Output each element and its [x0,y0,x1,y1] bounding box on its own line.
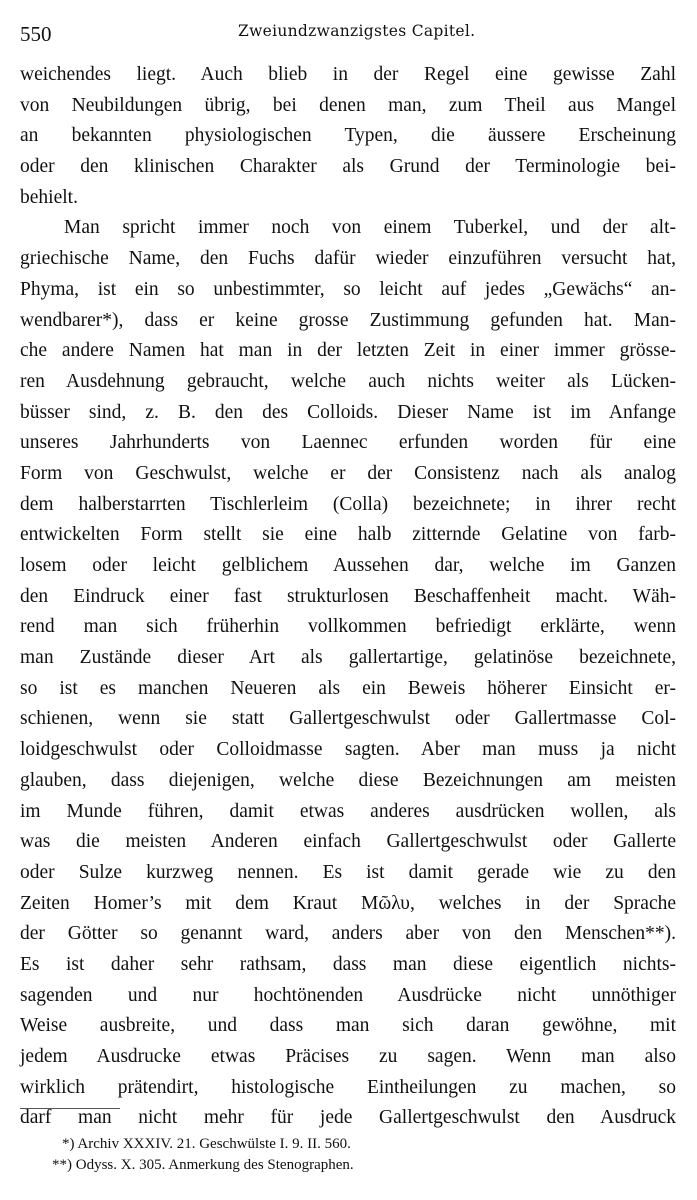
text-line: ren Ausdehnung gebraucht, welche auch nichts weiter als Lücken- [20,370,676,392]
text-line: sagenden und nur hochtönenden Ausdrücke nicht unnöthiger [20,984,676,1006]
text-line: Phyma, ist ein so unbestimmter, so leicht auf jedes „Gewächs“ an- [20,278,676,300]
text-line: rend man sich früherhin vollkommen befriedigt erklärte, wenn [20,616,676,638]
text-line: dem halberstarrten Tischlerleim (Colla) bezeichnete; in ihrer recht [20,493,676,515]
page-header [20,18,680,48]
text-line: im Munde führen, damit etwas anderes ausdrücken wollen, als [20,800,676,822]
text-line: was die meisten Anderen einfach Gallertgeschwulst oder Gallerte [20,831,676,853]
text-line: schienen, wenn sie statt Gallertgeschwulst oder Gallertmasse Col- [20,708,676,730]
text-line: loidgeschwulst oder Colloidmasse sagten. Aber man muss ja nicht [20,739,676,761]
text-line: unseres Jahrhunderts von Laennec erfunden worden für eine [20,432,676,454]
running-title: Zweiundzwanzigstes Capitel. [238,22,476,40]
footnotes [20,1134,676,1176]
footnote-divider [20,1108,120,1109]
body-text [20,60,676,1134]
footnote: *) Archiv XXXIV. 21. Geschwülste I. 9. II. 560. [62,1136,351,1152]
text-line: oder Sulze kurzweg nennen. Es ist damit gerade wie zu den [20,861,676,883]
text-line: Man spricht immer noch von einem Tuberkel, und der alt- [64,217,676,239]
text-line: Form von Geschwulst, welche er der Consistenz nach als analog [20,462,676,484]
text-line: entwickelten Form stellt sie eine halb zitternde Gelatine von farb- [20,524,676,546]
text-line: der Götter so genannt ward, anders aber von den Menschen**). [20,923,676,945]
text-line: behielt. [20,186,78,208]
footnote: **) Odyss. X. 305. Anmerkung des Stenographen. [52,1157,354,1173]
text-line: darf man nicht mehr für jede Gallertgeschwulst den Ausdruck [20,1107,676,1129]
page-number: 550 [20,22,52,46]
text-line: von Neubildungen übrig, bei denen man, zum Theil aus Mangel [20,94,676,116]
text-line: losem oder leicht gelblichem Aussehen dar, welche im Ganzen [20,555,676,576]
text-line: jedem Ausdrucke etwas Präcises zu sagen. Wenn man also [20,1046,676,1067]
text-line: oder den klinischen Charakter als Grund der Terminologie bei- [20,156,676,178]
text-line: wendbarer*), dass er keine grosse Zustimmung gefunden hat. Man- [20,309,676,331]
text-line: büsser sind, z. B. den des Colloids. Dieser Name ist im Anfange [20,401,676,423]
text-line: Es ist daher sehr rathsam, dass man diese eigentlich nichts- [20,953,676,975]
text-line: weichendes liegt. Auch blieb in der Regel eine gewisse Zahl [20,64,676,85]
text-line: Weise ausbreite, und dass man sich daran gewöhne, mit [20,1015,676,1037]
text-line: che andere Namen hat man in der letzten Zeit in einer immer grösse- [20,340,676,362]
text-line: griechische Name, den Fuchs dafür wieder einzuführen versucht hat, [20,248,676,270]
text-line: an bekannten physiologischen Typen, die äussere Erscheinung [20,125,676,147]
text-line: so ist es manchen Neueren als ein Beweis höherer Einsicht er- [20,677,676,699]
text-line: glauben, dass diejenigen, welche diese Bezeichnungen am meisten [20,769,676,791]
text-line: wirklich prätendirt, histologische Eintheilungen zu machen, so [20,1076,676,1098]
text-line: Zeiten Homer’s mit dem Kraut Μῶλυ, welches in der Sprache [20,892,676,914]
text-line: man Zustände dieser Art als gallertartige, gelatinöse bezeichnete, [20,647,676,669]
text-line: den Eindruck einer fast strukturlosen Beschaffenheit macht. Wäh- [20,585,676,607]
